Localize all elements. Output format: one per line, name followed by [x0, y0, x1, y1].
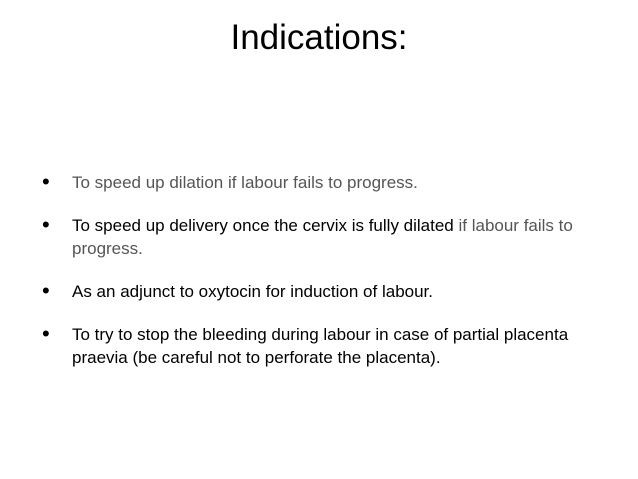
bullet-text-main: As an adjunct to oxytocin for induction of labour.: [72, 282, 434, 301]
bullet-text-main: To try to stop the bleeding during labour in case of partial placenta praevia (be careful not to perforate the placenta).: [72, 325, 569, 367]
slide-title: Indications:: [230, 18, 408, 57]
bullet-text-secondary: To speed up dilation if labour fails to progress.: [72, 173, 418, 192]
bullet-item-bleeding: [42, 323, 622, 369]
bullet-text-main: To speed up delivery once the cervix is fully dilated: [72, 216, 454, 235]
bullet-item-dilation: [42, 171, 622, 194]
bullet-item-delivery: [42, 214, 622, 260]
bullet-dot-icon: •: [42, 212, 50, 237]
bullet-dot-icon: •: [42, 169, 50, 194]
bullet-item-oxytocin: [42, 280, 622, 303]
bullet-dot-icon: •: [42, 321, 50, 346]
bullet-list: [42, 171, 622, 389]
bullet-dot-icon: •: [42, 278, 50, 303]
bullet-text-secondary: if labour fails to progress.: [72, 216, 573, 258]
